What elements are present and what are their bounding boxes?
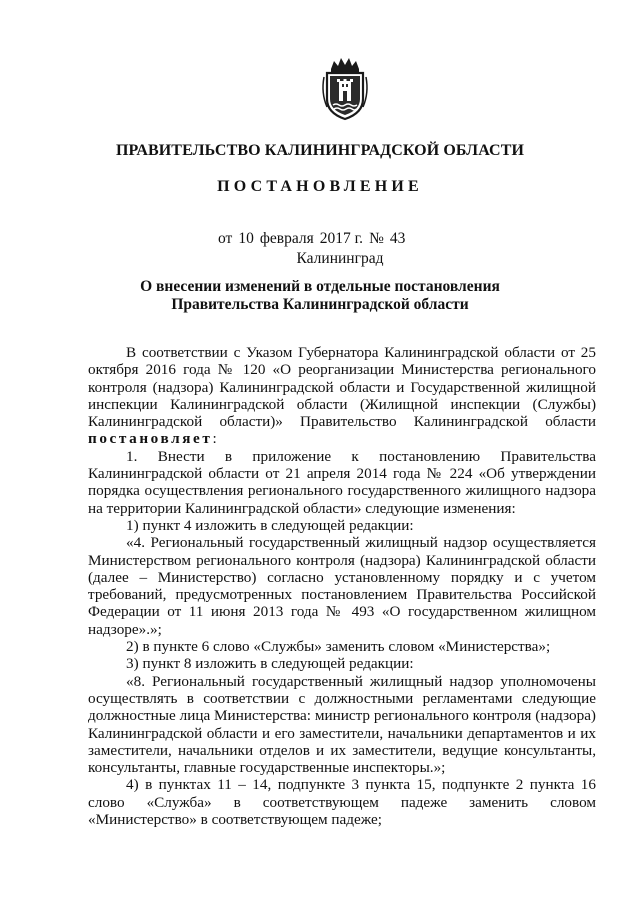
government-title: ПРАВИТЕЛЬСТВО КАЛИНИНГРАДСКОЙ ОБЛАСТИ: [115, 142, 525, 159]
paragraph-item-1: 1. Внести в приложение к постановлению Правительства Калининградской области от 21 апреля 2014 года № 224 «Об утверждении порядка осуществления регионального государственного жилищного надзора на территории Калининградской области» следующие изменения:: [88, 447, 596, 517]
paragraph-quote-4: «4. Региональный государственный жилищный надзор осуществляется Министерством регионального контроля (надзора) Калининградской области (далее – Министерство) согласно установленному порядку и с учетом требований, предусмотренных постановлением Правительства Российской Федерации от 11 июня 2013 года № 493 «О государственном жилищном надзоре».»;: [88, 534, 596, 638]
paragraph-subitem-3: 3) пункт 8 изложить в следующей редакции:: [126, 655, 414, 673]
number-sign: №: [369, 230, 384, 247]
paragraph-subitem-4: 4) в пунктах 11 – 14, подпункте 3 пункта 15, подпункте 2 пункта 16 слово «Служба» в соответствующем падеже заменить словом «Министерство» в соответствующем падеже;: [88, 776, 596, 829]
document-subject: [0, 278, 640, 314]
preamble-colon: :: [212, 430, 217, 448]
paragraph-quote-8: «8. Региональный государственный жилищный надзор уполномочены осуществлять в соответствии с должностными регламентами следующие должностные лица Министерства: министр регионального контроля (надзора) Калининградской области и его заместители, начальники департаментов и их заместители, начальники отделов и их заместители, ведущие консультанты, консультанты, главные государственные инспекторы.»;: [88, 672, 596, 777]
preamble-text: В соответствии с Указом Губернатора Калининградской области от 25 октября 2016 года № 120 «О реорганизации Министерства регионального контроля (надзора) Калининградской области и Государственной жилищной инспекции Калининградской области (Жилищной инспекции (Службы) Калининградской области)» Правительство Калининградской области: [88, 344, 596, 431]
subject-line-1: О внесении изменений в отдельные постановления: [140, 278, 500, 295]
preamble-paragraph: [88, 344, 596, 448]
document-body: [88, 344, 596, 828]
document-type-title: ПОСТАНОВЛЕНИЕ: [217, 178, 423, 195]
city-name: Калининград: [296, 250, 384, 267]
date-day: 10: [238, 230, 254, 247]
date-year: 2017 г.: [319, 230, 364, 247]
date-and-number: [218, 230, 411, 248]
paragraph-subitem-2: 2) в пункте 6 слово «Службы» заменить словом «Министерства»;: [126, 638, 551, 656]
date-prefix: от: [218, 230, 233, 247]
subject-line-2: Правительства Калининградской области: [171, 296, 469, 313]
date-month: февраля: [259, 230, 314, 247]
decree-word: постановляет: [88, 430, 213, 448]
coat-of-arms-icon: [317, 55, 373, 123]
paragraph-subitem-1: 1) пункт 4 изложить в следующей редакции:: [126, 516, 414, 534]
document-number: 43: [389, 230, 406, 247]
